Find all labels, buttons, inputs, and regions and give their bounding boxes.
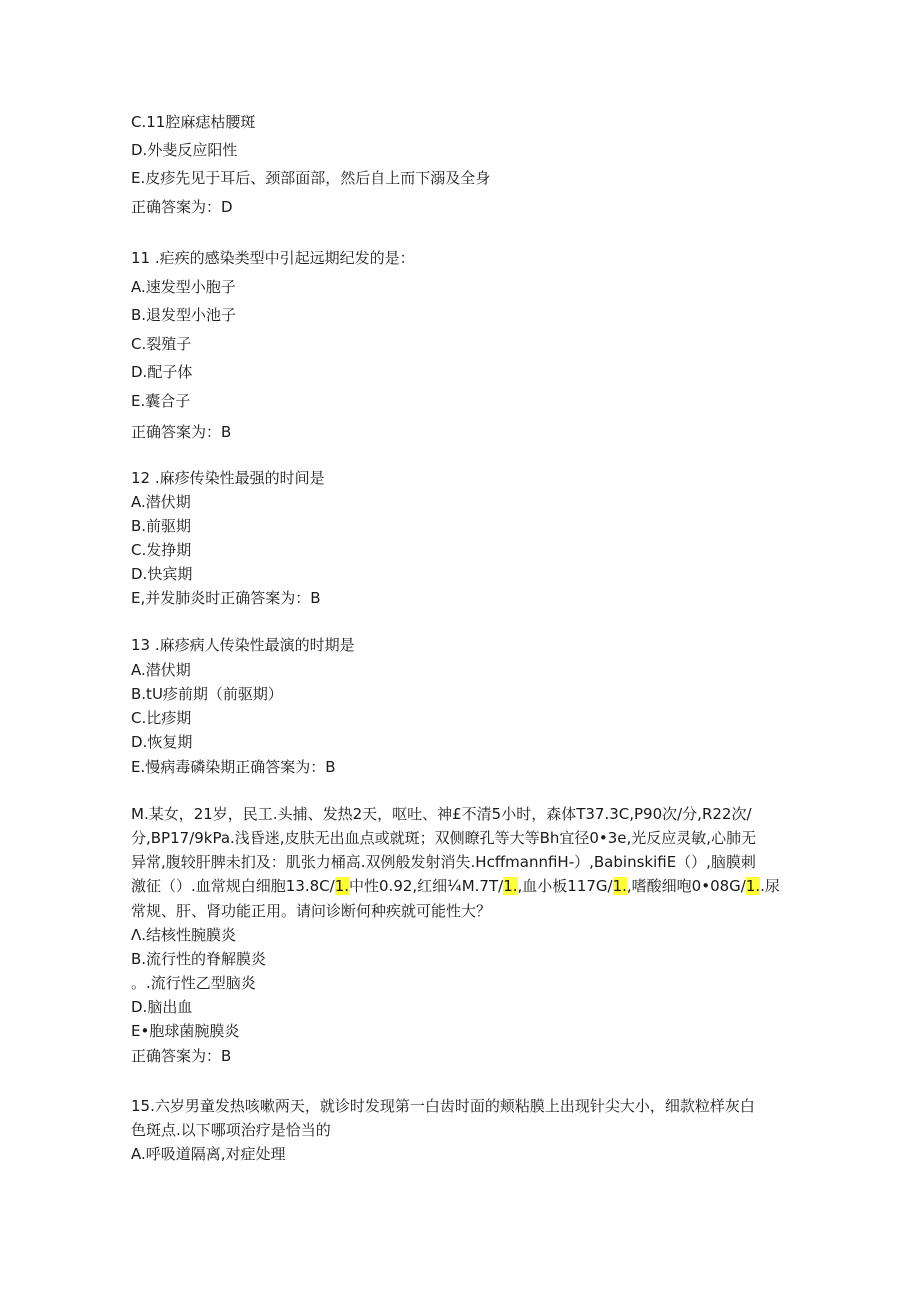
text-segment: ,血小板117G/ (517, 877, 613, 895)
option-e-answer: E,并发肺炎时正确答案为：B (131, 589, 321, 607)
option-d: D.外斐反应阳性 (131, 141, 238, 159)
answer-line: 正确答案为：B (131, 423, 232, 441)
question-14-line-1: M.某女，21岁，民工.头捕、发热2天，呕吐、神£不清5小时，森体T37.3C,P90次/分,R22次/ (131, 805, 752, 823)
question-12-stem: 12 .麻疹传染性最强的时间是 (131, 469, 325, 487)
question-15-line-1: 15.六岁男童发热咳嗽两天，就诊时发现第一白齿时面的颊粘膜上出现针尖大小，细款粒样灰白 (131, 1097, 755, 1115)
option-e: E.皮疹先见于耳后、颈部面部，然后自上而下溺及全身 (131, 169, 491, 187)
highlighted-text: 1. (745, 877, 761, 895)
option-d: D.脑出血 (131, 998, 193, 1016)
option-d: D.配子体 (131, 363, 193, 381)
question-15-line-2: 色斑点.以下哪项治疗是恰当的 (131, 1121, 331, 1139)
option-a: A.潜伏期 (131, 661, 191, 679)
option-a: A.潜伏期 (131, 493, 191, 511)
question-14-line-4 (131, 875, 780, 897)
highlighted-text: 1. (334, 877, 350, 895)
option-d: D.恢复期 (131, 733, 193, 751)
answer-line: 正确答案为：D (131, 198, 233, 216)
option-a: Λ.结核性腕膜炎 (131, 926, 237, 944)
option-c: C.11腔麻痣枯腰斑 (131, 113, 256, 131)
option-b: B.tU疹前期（前驱期） (131, 685, 283, 703)
option-a: A.速发型小胞子 (131, 278, 236, 296)
question-13-stem: 13 .麻疹病人传染性最演的时期是 (131, 636, 355, 654)
question-14-line-3: 异常,腹较肝脾未扪及：肌张力桶高.双例般发射消失.HcffmannfiH-）,BabinskifiE（）,脑膜刺 (131, 853, 756, 871)
option-c: C.比疹期 (131, 709, 192, 727)
text-segment: .尿 (760, 877, 780, 895)
option-e-answer: E.慢病毒磷染期正确答案为：B (131, 758, 336, 776)
option-c: 。.流行性乙型脑炎 (131, 974, 256, 992)
option-e: E.囊合子 (131, 392, 191, 410)
option-b: B.前驱期 (131, 517, 192, 535)
option-b: B.流行性的脊解膜炎 (131, 950, 267, 968)
text-segment: ,嗜酸细咆0•08G/ (626, 877, 746, 895)
text-segment: 激征（）.血常规白细胞13.8C/ (131, 877, 335, 895)
question-14-line-2: 分,BP17/9kPa.浅昏迷,皮肤无出血点或就斑；双侧瞭孔等大等Bh宜径0•3e,光反应灵敏,心肺无 (131, 829, 757, 847)
option-a: A.呼吸道隔离,对症处理 (131, 1145, 286, 1163)
highlighted-text: 1. (612, 877, 627, 895)
highlighted-text: 1. (503, 877, 518, 895)
text-segment: 中性0.92,红细¼M.7T/ (349, 877, 504, 895)
option-c: C.发挣期 (131, 541, 192, 559)
option-d: D.快宾期 (131, 565, 193, 583)
option-e: E•胞球菌腕膜炎 (131, 1022, 240, 1040)
option-b: B.退发型小池子 (131, 306, 237, 324)
answer-line: 正确答案为：B (131, 1047, 232, 1065)
option-c: C.裂殖子 (131, 335, 192, 353)
question-14-line-5: 常规、肝、肾功能正用。请问诊断何种疾就可能性大？ (131, 902, 492, 920)
question-11-stem: 11 .疟疾的感染类型中引起远期纪发的是： (131, 249, 415, 267)
